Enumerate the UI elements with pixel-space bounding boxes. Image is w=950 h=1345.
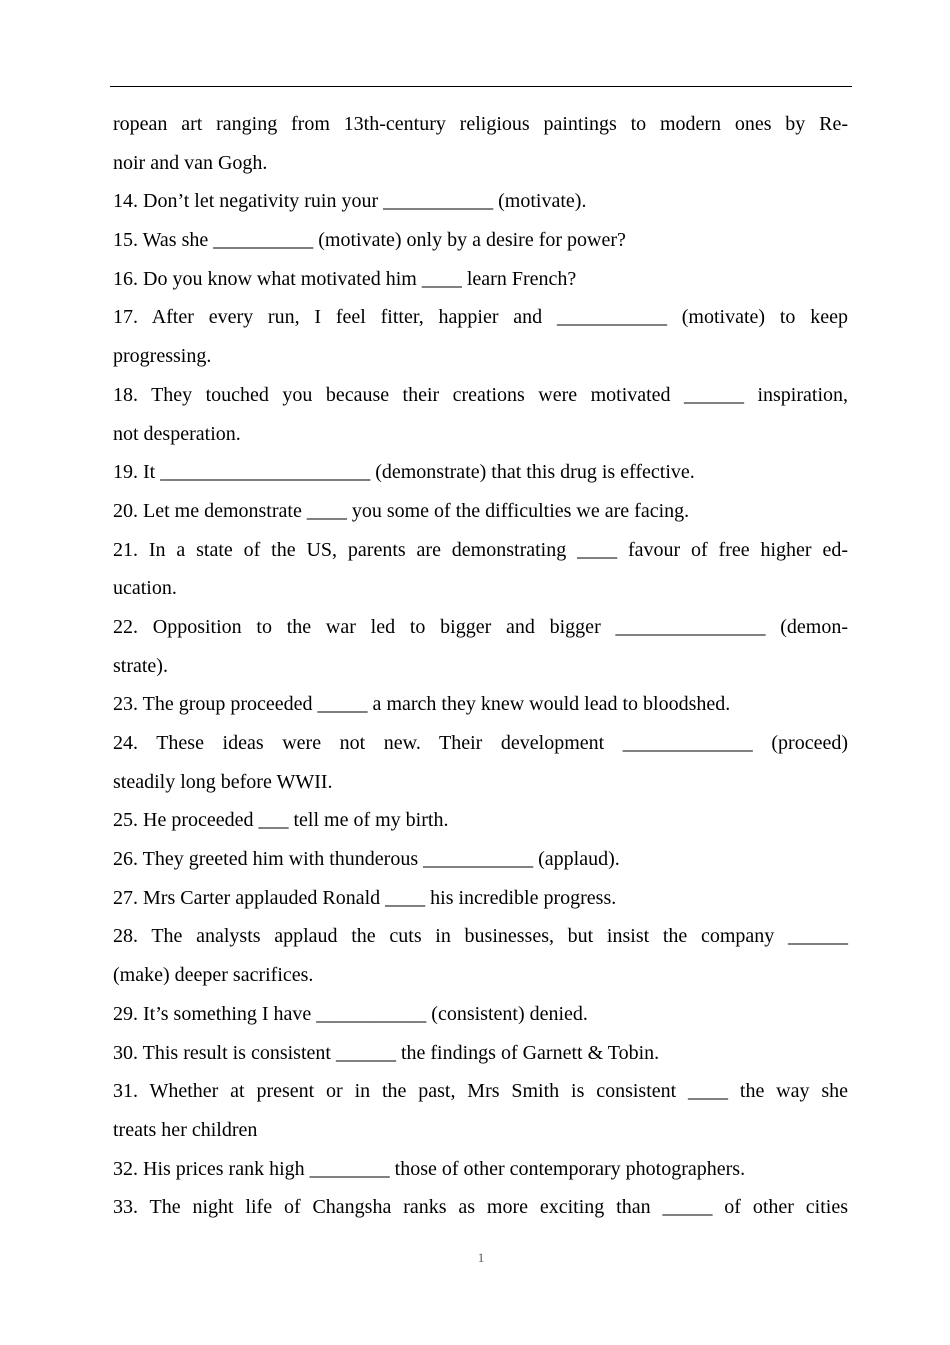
text-line: noir and van Gogh.: [113, 151, 268, 174]
question-31: 31. Whether at present or in the past, Mrs Smith is consistent ____ the way she: [113, 1080, 848, 1103]
text-line: (make) deeper sacrifices.: [113, 964, 314, 987]
question-19: 19. It _____________________ (demonstrate) that this drug is effective.: [113, 461, 695, 484]
question-21: 21. In a state of the US, parents are demonstrating ____ favour of free higher ed-: [113, 538, 848, 561]
text-line: steadily long before WWII.: [113, 770, 333, 793]
text-line: ucation.: [113, 577, 177, 600]
question-32: 32. His prices rank high ________ those of other contemporary photographers.: [113, 1157, 746, 1180]
text-line: ropean art ranging from 13th-century religious paintings to modern ones by Re-: [113, 113, 848, 135]
question-20: 20. Let me demonstrate ____ you some of the difficulties we are facing.: [113, 499, 690, 522]
question-29: 29. It’s something I have ___________ (consistent) denied.: [113, 1002, 588, 1025]
question-27: 27. Mrs Carter applauded Ronald ____ his incredible progress.: [113, 886, 617, 909]
text-line: progressing.: [113, 345, 212, 368]
question-14: 14. Don’t let negativity ruin your ___________ (motivate).: [113, 190, 587, 213]
question-23: 23. The group proceeded _____ a march they knew would lead to bloodshed.: [113, 693, 731, 716]
question-16: 16. Do you know what motivated him ____ learn French?: [113, 267, 577, 290]
question-24: 24. These ideas were not new. Their development _____________ (proceed): [113, 732, 848, 754]
text-line: not desperation.: [113, 422, 241, 445]
question-26: 26. They greeted him with thunderous ___________ (applaud).: [113, 848, 620, 871]
question-30: 30. This result is consistent ______ the findings of Garnett & Tobin.: [113, 1041, 660, 1064]
question-28: 28. The analysts applaud the cuts in businesses, but insist the company ______: [113, 925, 848, 948]
question-25: 25. He proceeded ___ tell me of my birth.: [113, 809, 449, 832]
header-rule: [110, 86, 852, 87]
page-number: 1: [477, 1250, 485, 1265]
text-line: treats her children: [113, 1118, 258, 1141]
question-33: 33. The night life of Changsha ranks as more exciting than _____ of other cities: [113, 1196, 848, 1219]
question-17: 17. After every run, I feel fitter, happier and ___________ (motivate) to keep: [113, 306, 848, 329]
document-body: [113, 105, 848, 1227]
question-18: 18. They touched you because their creations were motivated ______ inspiration,: [113, 383, 848, 406]
question-22: 22. Opposition to the war led to bigger and bigger _______________ (demon-: [113, 615, 848, 638]
text-line: strate).: [113, 654, 168, 677]
question-15: 15. Was she __________ (motivate) only by a desire for power?: [113, 229, 626, 252]
